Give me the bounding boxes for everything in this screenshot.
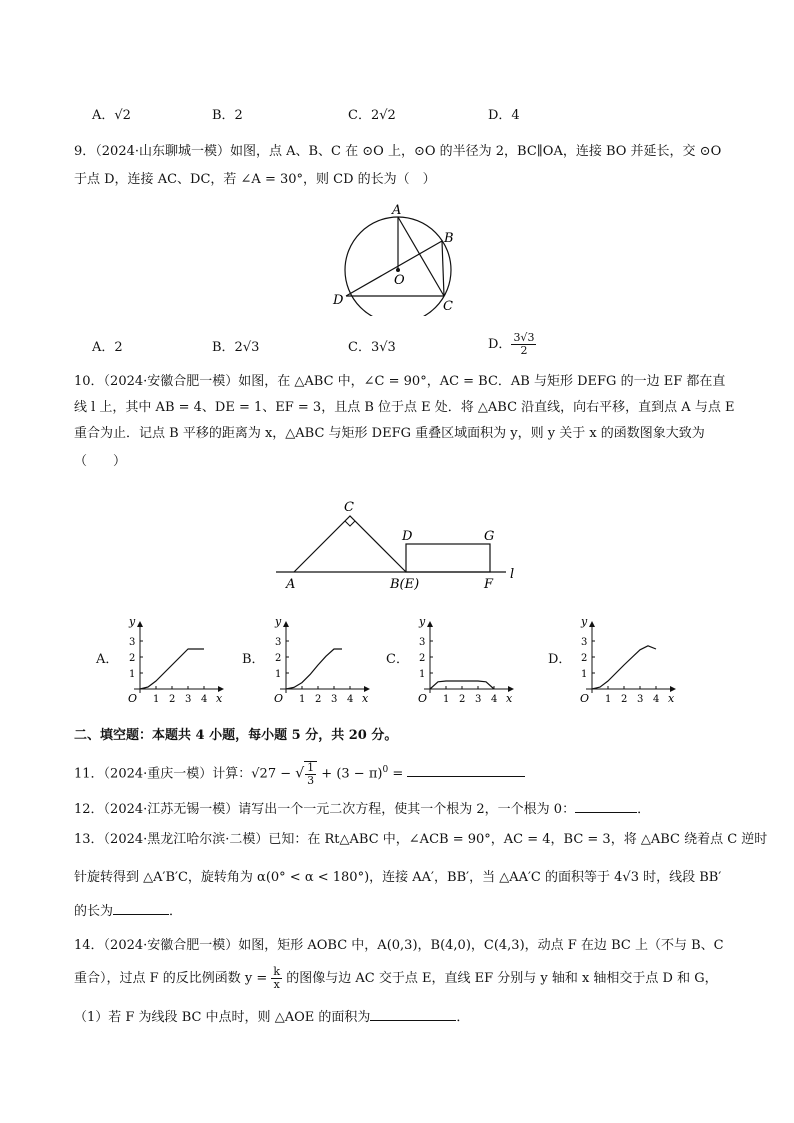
q10-line-4: （ ） [74, 454, 127, 469]
q9-option-c: C．3√3 [348, 340, 396, 355]
x-tick-label: 4 [347, 694, 354, 705]
q14-line-3-tail: ． [456, 1010, 470, 1025]
rectangle-defg [406, 544, 490, 572]
x-tick-label: 4 [491, 694, 498, 705]
graph-option-b-label: B． [242, 652, 265, 667]
y-tick-label: 3 [275, 637, 282, 648]
graph-option-c-label: C． [386, 652, 409, 667]
q9-option-d [488, 332, 536, 357]
x-tick-label: 3 [637, 694, 644, 705]
graph-c [408, 603, 538, 709]
q9-option-d-numerator: 3√3 [513, 331, 535, 344]
segment-bc [442, 241, 444, 296]
origin-label: O [274, 692, 284, 705]
y-axis-label: y [275, 615, 282, 628]
graph-a [118, 603, 248, 709]
origin-label: O [580, 692, 590, 705]
q9-option-b: B．2√3 [212, 340, 260, 355]
q8-option-b: B．2 [212, 108, 243, 123]
x-axis-label: x [216, 692, 223, 705]
label-a: A [286, 577, 296, 592]
triangle-abc [294, 516, 406, 572]
q9-option-d-prefix: D． [488, 337, 512, 352]
graph-b [264, 603, 394, 709]
q11-fraction [304, 761, 317, 787]
q14-line-2-b: 的图像与边 AC 交于点 E，直线 EF 分别与 y 轴和 x 轴相交于点 D 和 G， [282, 971, 718, 986]
q8-option-c: C．2√2 [348, 108, 396, 123]
q14-line-3-prefix: （1）若 F 为线段 BC 中点时，则 △AOE 的面积为 [74, 1010, 371, 1025]
q13-line-1: 13．（2024·黑龙江哈尔滨·二模）已知：在 Rt△ABC 中，∠ACB = 90°，AC = 4，BC = 3，将 △ABC 绕着点 C 逆时 [74, 832, 768, 847]
x-tick-label: 3 [185, 694, 192, 705]
y-axis-arrow [283, 621, 289, 627]
y-tick-label: 2 [129, 653, 136, 664]
q13-line-2: 针旋转得到 △A′B′C，旋转角为 α(0° < α < 180°)，连接 AA′，BB′，当 △AA′C 的面积等于 4√3 时，线段 BB′ [74, 870, 722, 885]
q12-answer-blank[interactable] [575, 800, 637, 813]
x-tick-label: 2 [315, 694, 322, 705]
q11-fraction-numerator: 1 [307, 760, 315, 774]
y-axis-arrow [427, 621, 433, 627]
x-tick-label: 1 [605, 694, 612, 705]
q11-exponent: 0 [382, 765, 389, 775]
y-tick-label: 3 [581, 637, 588, 648]
x-tick-label: 2 [621, 694, 628, 705]
origin-label: O [128, 692, 138, 705]
label-b-e: B(E) [390, 577, 420, 592]
y-axis-label: y [419, 615, 426, 628]
right-angle-mark [345, 521, 355, 526]
q14-line-2-a: 重合），过点 F 的反比例函数 y = [74, 971, 272, 986]
y-axis-label: y [581, 615, 588, 628]
graph-option-d-label: D． [548, 652, 572, 667]
q14-fraction-numerator: k [273, 965, 281, 978]
x-axis-label: x [668, 692, 675, 705]
segment-ac [398, 217, 444, 296]
label-a: A [392, 203, 402, 218]
y-axis-arrow [589, 621, 595, 627]
q12-text: 12．（2024·江苏无锡一模）请写出一个一元二次方程，使其一个根为 2，一个根为 0： [74, 802, 576, 817]
center-point [396, 268, 400, 272]
x-tick-label: 4 [653, 694, 660, 705]
label-d: D [402, 529, 413, 544]
q9-option-d-fraction [511, 332, 536, 357]
q9-line-2: 于点 D，连接 AC、DC，若 ∠A = 30°，则 CD 的长为（ ） [74, 172, 436, 187]
q8-option-d: D．4 [488, 108, 520, 123]
q9-line-1: 9．（2024·山东聊城一模）如图，点 A、B、C 在 ⊙O 上，⊙O 的半径为 2，BC∥OA，连接 BO 并延长，交 ⊙O [74, 144, 722, 159]
q14-line-3 [74, 1008, 469, 1028]
x-tick-label: 1 [299, 694, 306, 705]
x-axis-label: x [362, 692, 369, 705]
q14-line-1: 14．（2024·安徽合肥一模）如图，矩形 AOBC 中，A(0,3)，B(4,0)，C(4,3)，动点 F 在边 BC 上（不与 B、C [74, 938, 724, 953]
y-tick-label: 2 [581, 653, 588, 664]
graph-d [570, 603, 700, 709]
label-d: D [333, 293, 344, 308]
q8-option-a: A．√2 [92, 108, 131, 123]
q9-circle-figure [330, 198, 470, 316]
q10-line-2: 线 l 上，其中 AB = 4、DE = 1、EF = 3，且点 B 位于点 E 处．将 △ABC 沿直线，向右平移，直到点 A 与点 E [74, 400, 735, 415]
q14-fraction-denominator: x [273, 978, 280, 991]
q11-fraction-denominator: 3 [307, 773, 315, 787]
y-tick-label: 2 [419, 653, 426, 664]
series-line [286, 649, 342, 689]
y-tick-label: 3 [419, 637, 426, 648]
x-tick-label: 2 [459, 694, 466, 705]
label-o: O [394, 273, 405, 288]
q11-expr-a: √27 − [251, 766, 296, 782]
q9-option-d-denominator: 2 [520, 344, 528, 357]
label-g: G [484, 529, 495, 544]
x-tick-label: 2 [169, 694, 176, 705]
q11-sqrt-sign: √ [295, 765, 305, 782]
y-tick-label: 1 [129, 669, 136, 680]
y-axis-arrow [137, 621, 143, 627]
y-tick-label: 3 [129, 637, 136, 648]
x-tick-label: 1 [443, 694, 450, 705]
q14-line-2 [74, 966, 718, 991]
q12-tail: ． [637, 802, 651, 817]
q12-line [74, 800, 650, 820]
q11-answer-blank[interactable] [407, 764, 525, 777]
q11-equals: = [388, 766, 408, 782]
section-2-heading: 二、填空题：本题共 4 小题，每小题 5 分，共 20 分。 [74, 728, 398, 743]
x-tick-label: 3 [475, 694, 482, 705]
y-tick-label: 2 [275, 653, 282, 664]
y-tick-label: 1 [419, 669, 426, 680]
series-line [140, 649, 204, 689]
label-c: C [344, 500, 354, 515]
y-axis-label: y [129, 615, 136, 628]
x-axis-label: x [506, 692, 513, 705]
q11-prefix: 11．（2024·重庆一模）计算： [74, 766, 252, 782]
x-tick-label: 3 [331, 694, 338, 705]
series-line [592, 646, 656, 689]
y-tick-label: 1 [581, 669, 588, 680]
label-f: F [484, 577, 494, 592]
q13-answer-blank[interactable] [113, 902, 169, 915]
q11-expr-b: + (3 − π) [317, 766, 383, 782]
q13-line-3-prefix: 的长为 [74, 904, 114, 919]
label-l: l [510, 567, 515, 582]
origin-label: O [418, 692, 428, 705]
q13-line-3 [74, 902, 182, 922]
graph-option-a-label: A． [96, 652, 119, 667]
q9-option-a: A．2 [92, 340, 123, 355]
y-tick-label: 1 [275, 669, 282, 680]
label-c: C [443, 299, 453, 314]
q14-answer-blank[interactable] [370, 1008, 456, 1021]
x-tick-label: 4 [201, 694, 208, 705]
q11-line [74, 760, 525, 787]
q10-triangle-rectangle-figure [270, 492, 530, 592]
q13-line-3-tail: ． [169, 904, 183, 919]
x-tick-label: 1 [153, 694, 160, 705]
q10-line-3: 重合为止．记点 B 平移的距离为 x，△ABC 与矩形 DEFG 重叠区域面积为 y，则 y 关于 x 的函数图象大致为 [74, 426, 705, 441]
label-b: B [444, 231, 454, 246]
q10-line-1: 10．（2024·安徽合肥一模）如图，在 △ABC 中，∠C = 90°，AC = BC．AB 与矩形 DEFG 的一边 EF 都在直 [74, 374, 726, 389]
q14-fraction [271, 966, 282, 991]
